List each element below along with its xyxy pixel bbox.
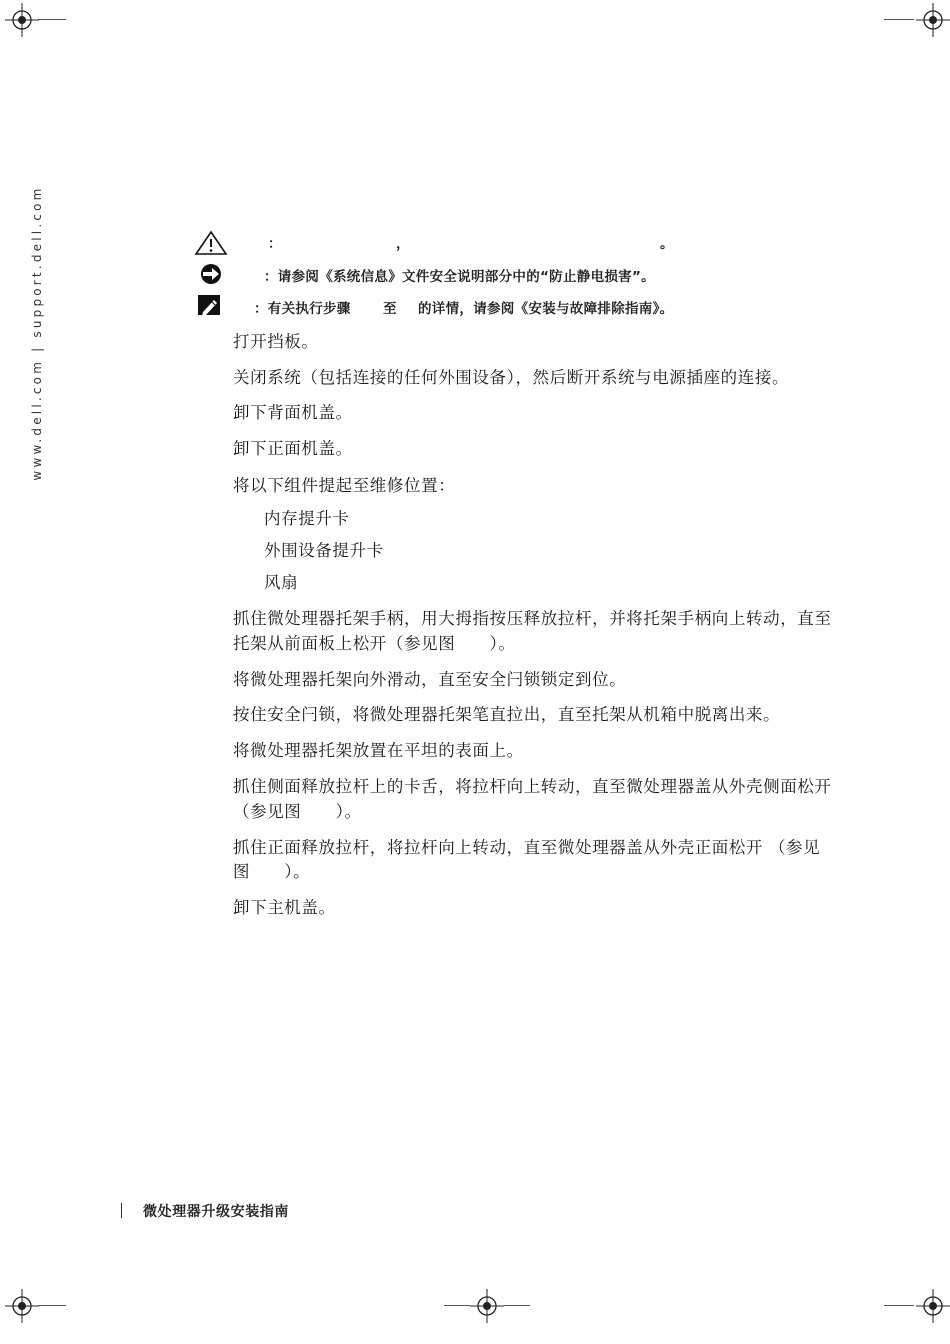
sub-item: 内存提升卡 xyxy=(264,509,350,528)
caution-text-2: ， xyxy=(396,236,410,252)
notice-arrow-icon xyxy=(194,263,228,289)
step-text: 将微处理器托架放置在平坦的表面上。 xyxy=(233,741,524,760)
note-text-3: 的详情，请参阅《安装与故障排除指南》。 xyxy=(418,301,674,317)
footer-title: 微处理器升级安装指南 xyxy=(143,1204,289,1220)
caution-triangle-icon xyxy=(194,230,228,256)
sidebar-url xyxy=(22,186,52,480)
note xyxy=(194,295,754,321)
notice-note xyxy=(194,263,754,289)
note-text-1: ：有关执行步骤 xyxy=(254,301,351,317)
registration-mark-icon xyxy=(5,3,39,37)
caution-text-1: ： xyxy=(268,236,282,252)
note-pencil-icon xyxy=(194,295,228,321)
step-text: 卸下主机盖。 xyxy=(233,898,336,917)
step-text: 打开挡板。 xyxy=(233,332,319,351)
crop-line xyxy=(444,1305,470,1306)
footer-divider xyxy=(121,1203,122,1218)
step-text: 将以下组件提起至维修位置： xyxy=(233,476,456,495)
step-text-continued: （参见图 ）。 xyxy=(233,802,362,821)
registration-mark-icon xyxy=(916,1289,950,1323)
step-text: 卸下正面机盖。 xyxy=(233,439,353,458)
step-text-continued: 图 ）。 xyxy=(233,862,311,881)
crop-line xyxy=(38,1305,66,1306)
sidebar-url-text: www.dell.com | support.dell.com xyxy=(30,185,44,481)
caution-text-3: 。 xyxy=(660,236,674,252)
registration-mark-icon xyxy=(470,1289,504,1323)
caution-notice xyxy=(194,230,754,256)
step-text: 将微处理器托架向外滑动，直至安全闩锁锁定到位。 xyxy=(233,670,627,689)
crop-line xyxy=(884,19,914,20)
step-text: 卸下背面机盖。 xyxy=(233,403,353,422)
sub-item: 外围设备提升卡 xyxy=(264,541,384,560)
crop-line xyxy=(884,1305,914,1306)
crop-line xyxy=(504,1305,530,1306)
step-text: 抓住侧面释放拉杆上的卡舌，将拉杆向上转动，直至微处理器盖从外壳侧面松开 xyxy=(233,777,832,796)
registration-mark-icon xyxy=(916,3,950,37)
notice-text: ：请参阅《系统信息》文件安全说明部分中的“防止静电损害”。 xyxy=(264,269,655,285)
step-text-continued: 托架从前面板上松开（参见图 ）。 xyxy=(233,634,516,653)
crop-line xyxy=(38,19,66,20)
step-text: 抓住微处理器托架手柄，用大拇指按压释放拉杆，并将托架手柄向上转动，直至 xyxy=(233,609,832,628)
sub-item: 风扇 xyxy=(264,573,299,592)
note-text-2: 至 xyxy=(383,301,397,317)
registration-mark-icon xyxy=(5,1289,39,1323)
step-text: 按住安全闩锁，将微处理器托架笔直拉出，直至托架从机箱中脱离出来。 xyxy=(233,705,781,724)
step-text: 抓住正面释放拉杆，将拉杆向上转动，直至微处理器盖从外壳正面松开 （参见 xyxy=(233,838,821,857)
step-text: 关闭系统（包括连接的任何外围设备），然后断开系统与电源插座的连接。 xyxy=(233,368,790,387)
